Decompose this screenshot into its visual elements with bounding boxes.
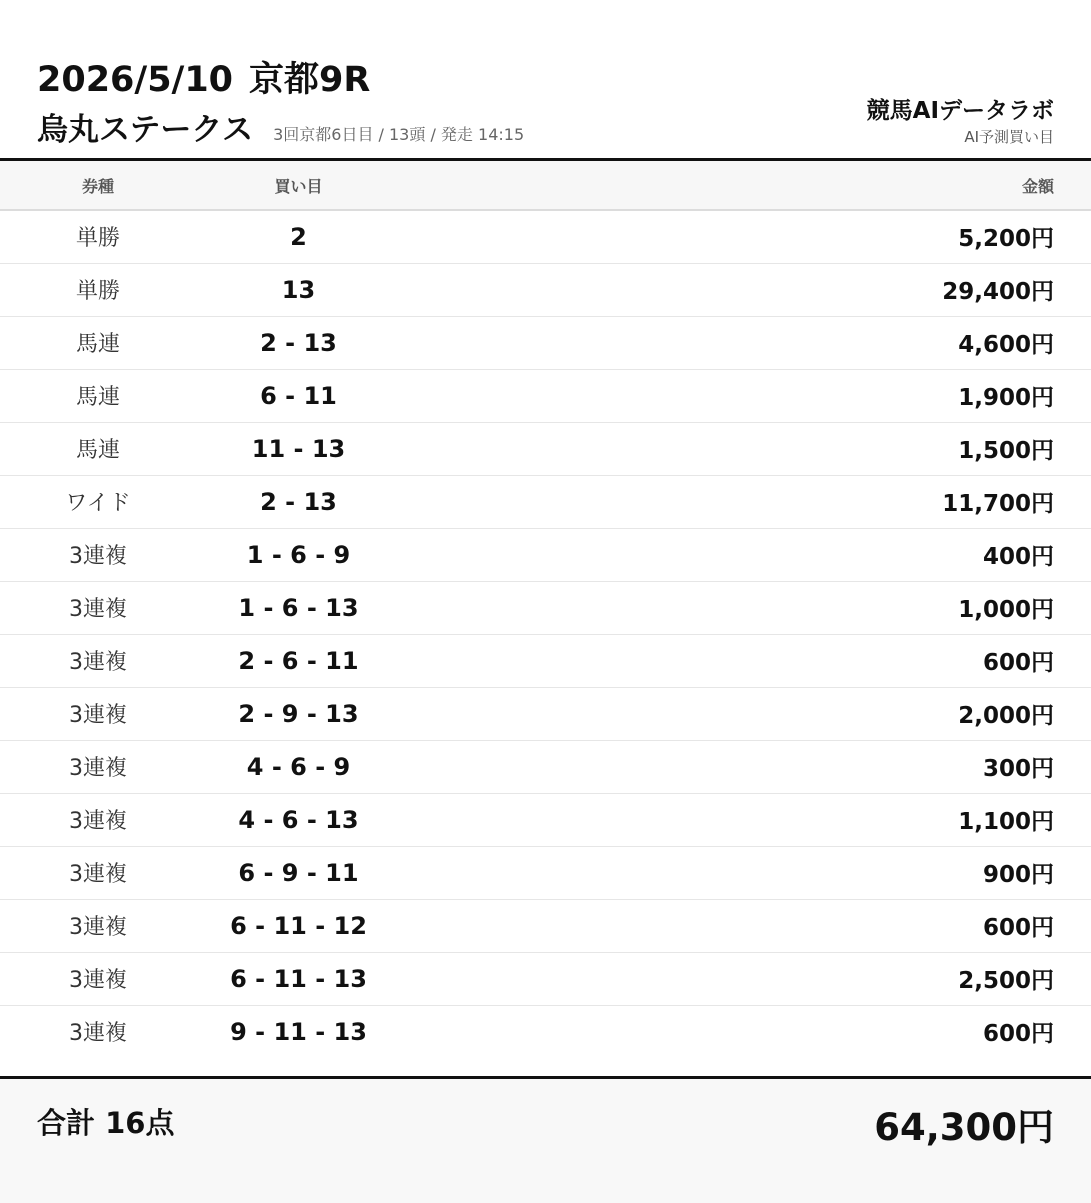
- total-label: 合計 16点: [37, 1106, 175, 1140]
- bets-table: [0, 161, 1091, 1058]
- bet-combination: 2 - 13: [260, 328, 337, 357]
- race-name: 烏丸ステークス: [37, 112, 254, 148]
- total-amount: 64,300円: [874, 1106, 1054, 1149]
- table-row: [0, 1005, 1091, 1058]
- bet-amount: 300円: [982, 756, 1054, 782]
- bet-amount: 11,700円: [942, 491, 1054, 517]
- brand-subtitle: AI予測買い目: [964, 128, 1054, 146]
- bet-type: 3連複: [69, 597, 127, 622]
- bet-type: 3連複: [69, 968, 127, 993]
- bet-amount: 29,400円: [942, 279, 1054, 305]
- bet-combination: 2 - 13: [260, 487, 337, 516]
- bet-amount: 400円: [982, 544, 1054, 570]
- bet-amount: 2,000円: [958, 703, 1054, 729]
- bet-combination: 1 - 6 - 9: [246, 540, 351, 569]
- bet-combination: 4 - 6 - 9: [246, 752, 351, 781]
- brand-block: [867, 92, 1054, 147]
- table-row: [0, 740, 1091, 793]
- column-header-combo: 買い目: [274, 176, 323, 196]
- bet-combination: 6 - 11 - 13: [230, 964, 367, 993]
- table-header-row: [0, 161, 1091, 210]
- brand-name: 競馬AIデータラボ: [866, 98, 1054, 124]
- race-subtitle: [37, 104, 524, 149]
- bet-combination: 6 - 11 - 12: [230, 911, 367, 940]
- bet-type: ワイド: [65, 491, 131, 516]
- bet-amount: 2,500円: [958, 968, 1054, 994]
- bet-type: 馬連: [75, 438, 120, 463]
- bet-type: 3連複: [69, 1021, 127, 1047]
- table-row: [0, 687, 1091, 740]
- table-row: [0, 210, 1091, 263]
- bet-combination: 9 - 11 - 13: [230, 1017, 367, 1046]
- bet-amount: 1,100円: [958, 809, 1054, 835]
- table-row: [0, 422, 1091, 475]
- table-row: [0, 528, 1091, 581]
- bet-type: 3連複: [69, 703, 127, 728]
- bet-combination: 6 - 9 - 11: [238, 858, 359, 887]
- bet-combination: 1 - 6 - 13: [238, 593, 359, 622]
- bet-amount: 4,600円: [958, 332, 1054, 358]
- table-row: [0, 581, 1091, 634]
- page-header: [0, 0, 1091, 161]
- race-title: [37, 52, 370, 102]
- bet-amount: 600円: [982, 915, 1054, 941]
- table-row: [0, 316, 1091, 369]
- column-header-type: 券種: [81, 176, 114, 196]
- bet-type: 馬連: [75, 385, 120, 410]
- bet-combination: 4 - 6 - 13: [238, 805, 359, 834]
- bet-amount: 1,500円: [958, 438, 1054, 464]
- bet-combination: 2 - 9 - 13: [238, 699, 359, 728]
- race-date: 2026/5/10: [37, 60, 234, 100]
- bet-amount: 600円: [982, 650, 1054, 676]
- bet-amount: 5,200円: [958, 226, 1054, 253]
- column-header-amount: 金額: [1021, 176, 1054, 196]
- bet-type: 単勝: [75, 226, 120, 252]
- race-meta: 3回京都6日目 / 13頭 / 発走 14:15: [273, 125, 525, 144]
- bet-type: 3連複: [69, 756, 127, 781]
- table-row: [0, 952, 1091, 1005]
- table-row: [0, 263, 1091, 316]
- total-footer: [0, 1076, 1091, 1203]
- table-row: [0, 899, 1091, 952]
- venue-race-number: 京都9R: [249, 60, 371, 100]
- bet-amount: 600円: [982, 1021, 1054, 1048]
- bet-combination: 11 - 13: [251, 434, 346, 463]
- table-row: [0, 846, 1091, 899]
- bet-combination: 2 - 6 - 11: [238, 646, 359, 675]
- bet-type: 3連複: [69, 862, 127, 887]
- bet-type: 3連複: [69, 915, 127, 940]
- bet-amount: 1,000円: [958, 597, 1054, 623]
- bet-type: 単勝: [75, 279, 120, 304]
- table-row: [0, 369, 1091, 422]
- bet-combination: 2: [290, 222, 307, 251]
- bet-combination: 13: [281, 275, 316, 304]
- bet-type: 3連複: [69, 650, 127, 675]
- bets-table-body: [0, 210, 1091, 1058]
- bet-type: 3連複: [69, 544, 127, 569]
- table-row: [0, 634, 1091, 687]
- bet-amount: 1,900円: [958, 385, 1054, 411]
- bet-type: 馬連: [75, 332, 120, 357]
- bet-combination: 6 - 11: [260, 381, 337, 410]
- table-row: [0, 475, 1091, 528]
- table-row: [0, 793, 1091, 846]
- bet-amount: 900円: [982, 862, 1054, 888]
- bet-type: 3連複: [69, 809, 127, 834]
